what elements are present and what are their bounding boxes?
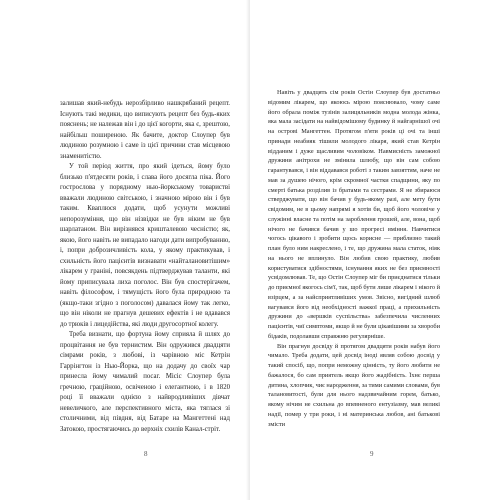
paragraph: Навіть у двадцять сім років Остін Слоупер був достатньо відомим лікарем, що якоюсь мірою пояснювало, чому саме його обрала поміж тузінів залицяльників модна молода жінка, яка мала засідати на найвідомішому будинку й найгарнішої очі на острові Мангеттен. Протягом п'яти років ці очі та інші принади неабияк тішили молодого лікаря, який став Кетрін відданим і дуже щасливим чоловіком. Навмисність заможної дружини анітрохи не змінила шлюбу, що він сам собою гарантувався, і він віддавався роботі з таким завзяттям, наче не мав за душею нічого, крім скромної частки спадщини, яку по смерті батька розділив із братами та сестрами. Я не збираюся стверджувати, що він бачив у будь-якому разі, але мету бути свідомим, не в цьому напрямі я хотів би, щоб його чоловіче у служінні власне та потім на зароблення грошей, але, вона, щоб нічого не бачився бачив у шо прогресі вміння. Навчитися чогось цікавого і зробити щось корисне — приблизно такий план було ним накреслено, і те, що дружина мала статок, ніяк на нього не вплинуло. Він любив свою практику, любив користуватися здібностями, існування яких не без приємності усвідомлював. Те, що Остін Слоупер міг би приєднатися тільки до приємної якогось сім'ї, так, щоб бути лише лікарем і нікого й взірцем, а за найсприятливіших умов. Звісно, вигідний шлюб вагувався його від необхідності важкої праці, а прихильність дружини до «вершків суспільства» забезпечила численних пацієнтів, чиї симптоми, якщо й не були цікавішими за хвороби бідаків, подолавши справжню регулярніше. [268, 89, 440, 340]
right-page [250, 0, 500, 500]
right-page-text [268, 88, 440, 429]
paragraph: У той період життя, про який ідеться, йому було близько п'ятдесяти років, і слава його досягла піка. Його гостросл​ова у порядному нью-йоркському товаристві вважали людиною світською, і значною мірою він і був таким. Кваплюся додати, щоб усунути можливі непорозуміння, що він нізвідки не був ніким не був шарлатаном. Він вирізнявся кришталевою чесністю; як, якою, його навіть не випадало нагоди дати випробуванню, і, попри доброзичливість кола, у якому практикував, і схильність його пацієнтів визнавати «найталановитішим» лікарем у граніні, повсякдень підтверджував таланти, які йому приписувала лиха поголос. Він був спостерігачем, навіть філософом, і тямущість його була природною та (якщо-таки згідно з поголосом) давалася йому так легко, що він ніколи не прагнув дешевих ефектів і не вдавався до трюків і лицедійства, які люди другосортної колегу. [60, 163, 230, 328]
paragraph: залишав який-небудь нерозбірливо нашкрябаний рецепт. Існують такі медики, що виписують рецепт без будь-яких пояснень; не належав він і до цієї когорти, яка є, зрештою, найбільш поширеною. Як бачите, доктор Слоупер був людиною розумною і саме із цієї причини став місцевою знаменитістю. [60, 100, 230, 160]
paragraph: Він прагнув досвіду й протягом двадцяти років набув його чимало. Треба додати, цей досвід іноді являв собою досвід у такий спосіб, що, попри неможну цінність, ту його любити не бажалося, бо сам приятель якщо його жадібність. Їхнє перша дитина, хлопчик, чиє народження, за тими самими словами, був талановитості, були для нього надзвичайним горем, батько, якому нічим не схильна до впевненого ентузіазму, мав великі надії, помер у три роки, і ні материнська любов, ані батькові змісти [268, 342, 440, 428]
page-number: 8 [144, 450, 148, 458]
left-page-text [60, 99, 230, 435]
paragraph: Треба визнати, що фортуна йому сприяла й шлях до процвітання не був тернистим. Він одружився двадцяти сімрами років, з любові, із чарівною міс Кетрін Гаррінгтон із Нью-Йорка, що на додачу до своїх чар принесла йому чималий посаг. Місіс Слоупер була гречною, граційною, освіченою і елегантною, і в 1820 році її вважали однією з найвродливіших дівчат невеличкого, але перспективного міста, яка тяглася зі столичними, від півдня, від Батаре на Мангеттені над Затокою, простягаючись до верхніх схилів Канал-стріт. [60, 331, 230, 433]
page-number: 9 [370, 450, 374, 458]
